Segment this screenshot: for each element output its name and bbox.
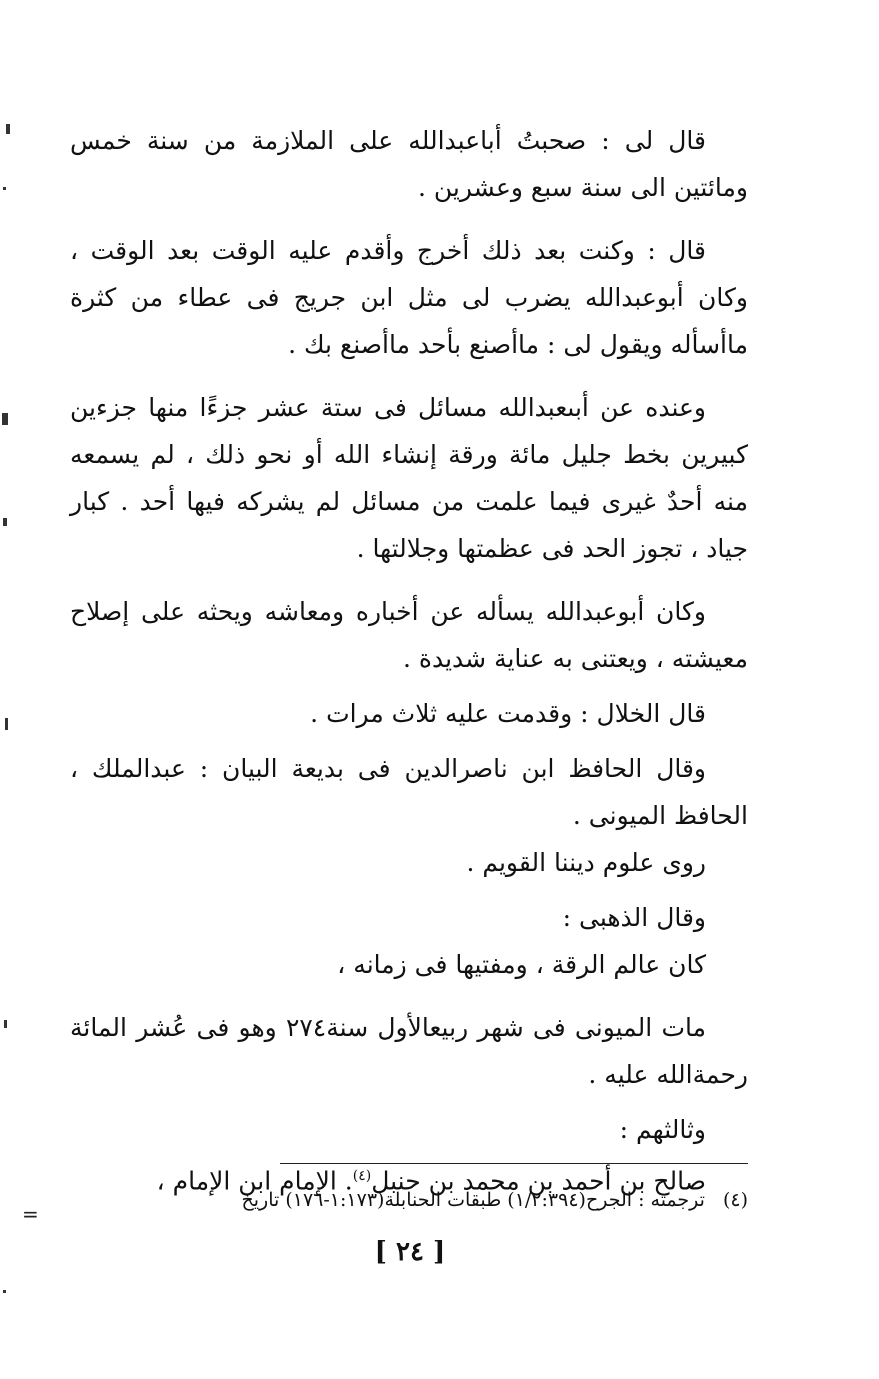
verse-line: روى علوم ديننا القويم . — [466, 848, 706, 877]
scan-speck — [3, 187, 6, 190]
footnote-separator — [280, 1163, 748, 1164]
footnote-text: ترجمته : الجرح(١/٢:٣٩٤) طبقات الحنابلة(١:١٧٣-١٧٦) تاريخ — [241, 1189, 705, 1211]
page-number: [ ٢٤ ] — [374, 1237, 446, 1267]
paragraph-dhahabi-intro: وقال الذهبى : — [562, 903, 706, 932]
paragraph-third-heading: وثالثهم : — [619, 1115, 706, 1144]
scan-speck — [3, 1290, 6, 1293]
paragraph-livelihood: وكان أبوعبدالله يسأله عن أخباره ومعاشه ويحثه على إصلاح معيشته ، ويعتنى به عناية شديدة . — [70, 597, 748, 673]
salih-title: . الإمام ابن الإمام ، — [156, 1166, 353, 1196]
salih-name: صالح بن أحمد بن محمد بن حنبل — [371, 1166, 706, 1196]
paragraph-khallal: قال الخلال : وقدمت عليه ثلاث مرات . — [310, 699, 706, 728]
paragraph-companionship: قال لى : صحبتُ أباعبدالله على الملازمة من سنة خمس ومائتين الى سنة سبع وعشرين . — [70, 126, 748, 202]
margin-glyph: = — [22, 1202, 39, 1226]
scan-speck — [4, 1020, 7, 1028]
main-text — [70, 117, 748, 1204]
footnote — [70, 1180, 748, 1220]
scan-speck — [6, 124, 10, 134]
scan-speck — [2, 413, 8, 425]
paragraph-ibn-nasir: وقال الحافظ ابن ناصرالدين فى بديعة البيان : عبدالملك ، الحافظ الميونى . — [70, 754, 748, 830]
scan-speck — [3, 518, 7, 526]
paragraph-masail: وعنده عن أبىعبدالله مسائل فى ستة عشر جزءًا منها جزءين كبيرين بخط جليل مائة ورقة إنشاء الله أو نحو ذلك ، لم يسمعه منه أحدٌ غيرى فيما علمت من مسائل لم يشركه فيها أحد . كبار جياد ، تجوز الحد فى عظمتها وجلالتها . — [70, 393, 748, 563]
paragraph-visits: قال : وكنت بعد ذلك أخرج وأقدم عليه الوقت بعد الوقت ، وكان أبوعبدالله يضرب لى مثل ابن جريج فى عطاء من كثرة ماأسأله ويقول لى : ماأصنع بأحد ماأصنع بك . — [70, 236, 748, 359]
quote-dhahabi: كان عالم الرقة ، ومفتيها فى زمانه ، — [337, 950, 706, 979]
footnote-number: (٤) — [722, 1189, 748, 1211]
footnote-reference: (٤) — [352, 1168, 372, 1184]
paragraph-death: مات الميونى فى شهر ربيعالأول سنة٢٧٤ وهو فى عُشر المائة رحمةالله عليه . — [70, 1013, 748, 1089]
scan-speck — [5, 718, 8, 730]
